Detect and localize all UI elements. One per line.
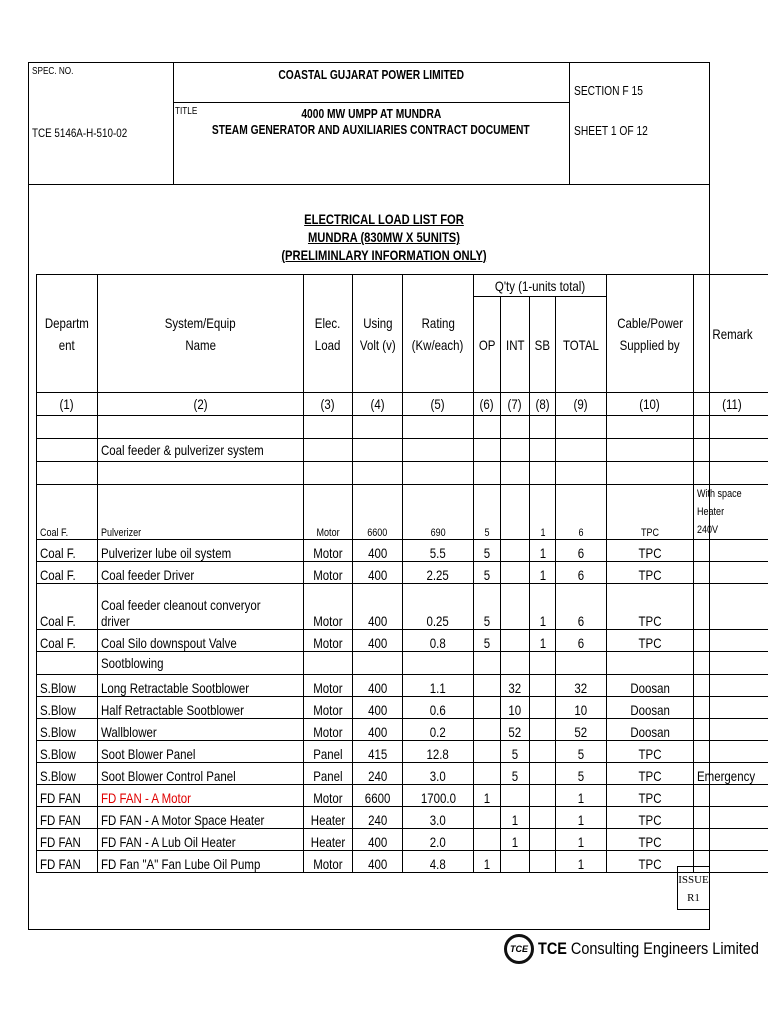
cell-volt: 400 [352, 540, 403, 562]
col-header-elec-load: Elec. Load [303, 275, 352, 393]
cell-dept: S.Blow [37, 741, 98, 763]
blank-row [37, 416, 768, 439]
cell-name: FD FAN - A Lub Oil Heater [97, 829, 303, 851]
cell-name: Long Retractable Sootblower [97, 675, 303, 697]
cell-volt: 415 [352, 741, 403, 763]
cell-total: 6 [556, 630, 607, 652]
issue-box: ISSUE R1 [677, 866, 710, 910]
cell-total: 5 [556, 763, 607, 785]
cell-op [473, 807, 500, 829]
cell-remark [693, 630, 768, 652]
cell-rating: 3.0 [403, 807, 473, 829]
cell-volt: 240 [352, 763, 403, 785]
cell-name: Soot Blower Control Panel [97, 763, 303, 785]
cell-sb [530, 829, 556, 851]
cell-int [500, 485, 530, 540]
cell-int: 5 [500, 741, 530, 763]
cell-op [473, 763, 500, 785]
cell-total: 6 [556, 540, 607, 562]
col-header-volt: Using Volt (v) [352, 275, 403, 393]
cell-load: Heater [303, 807, 352, 829]
cell-sb: 1 [530, 630, 556, 652]
cell-remark [693, 675, 768, 697]
cell-volt: 240 [352, 807, 403, 829]
cell-rating: 4.8 [403, 851, 473, 873]
cell-volt: 400 [352, 719, 403, 741]
cell-rating: 0.2 [403, 719, 473, 741]
cell-int: 5 [500, 763, 530, 785]
cell-rating: 2.0 [403, 829, 473, 851]
cell-rating: 0.25 [403, 584, 473, 630]
cell-volt: 400 [352, 675, 403, 697]
cell-name: Coal Silo downspout Valve [97, 630, 303, 652]
table-row [37, 807, 768, 829]
cell-total: 5 [556, 741, 607, 763]
col-header-total: TOTAL [556, 297, 607, 393]
electrical-load-table [36, 274, 768, 873]
cell-load: Panel [303, 763, 352, 785]
cell-dept: FD FAN [37, 829, 98, 851]
cell-sb [530, 675, 556, 697]
section-row-coal [37, 439, 768, 462]
cell-remark: With space Heater 240V [693, 485, 768, 540]
cell-total: 1 [556, 785, 607, 807]
title-label: TITLE [175, 106, 198, 117]
cell-name: Wallblower [97, 719, 303, 741]
cell-name: FD Fan "A" Fan Lube Oil Pump [97, 851, 303, 873]
cell-load: Motor [303, 785, 352, 807]
cell-op: 5 [473, 540, 500, 562]
cell-rating: 0.6 [403, 697, 473, 719]
cell-remark [693, 829, 768, 851]
section-label: Coal feeder & pulverizer system [97, 439, 303, 462]
cell-dept: Coal F. [37, 485, 98, 540]
col-header-system: System/Equip Name [97, 275, 303, 393]
cell-load: Motor [303, 630, 352, 652]
cell-remark [693, 807, 768, 829]
cell-op: 5 [473, 584, 500, 630]
cell-op: 1 [473, 785, 500, 807]
spec-no: TCE 5146A-H-510-02 [32, 126, 128, 140]
cell-load: Motor [303, 851, 352, 873]
cell-cable: TPC [606, 485, 693, 540]
cell-int [500, 540, 530, 562]
table-row [37, 763, 768, 785]
cell-name: FD FAN - A Motor Space Heater [97, 807, 303, 829]
cell-rating: 0.8 [403, 630, 473, 652]
cell-cable: TPC [606, 562, 693, 584]
cell-sb [530, 719, 556, 741]
cell-int: 1 [500, 829, 530, 851]
col-header-qty: Q'ty (1-units total) [473, 275, 606, 297]
document-header [28, 62, 710, 184]
cell-cable: TPC [606, 741, 693, 763]
cell-cable: Doosan [606, 675, 693, 697]
cell-cable: Doosan [606, 697, 693, 719]
cell-op: 1 [473, 851, 500, 873]
cell-total: 1 [556, 829, 607, 851]
cell-volt: 400 [352, 584, 403, 630]
cell-remark [693, 741, 768, 763]
table-row [37, 584, 768, 630]
cell-cable: TPC [606, 807, 693, 829]
cell-name: Coal feeder Driver [97, 562, 303, 584]
cell-load: Panel [303, 741, 352, 763]
cell-name: Soot Blower Panel [97, 741, 303, 763]
cell-total: 6 [556, 485, 607, 540]
cell-remark [693, 697, 768, 719]
table-row [37, 741, 768, 763]
cell-volt: 400 [352, 829, 403, 851]
cell-cable: Doosan [606, 719, 693, 741]
sheet-number: SHEET 1 OF 12 [574, 124, 648, 138]
cell-volt: 400 [352, 697, 403, 719]
cell-dept: FD FAN [37, 851, 98, 873]
cell-dept: FD FAN [37, 785, 98, 807]
cell-rating: 1700.0 [403, 785, 473, 807]
cell-int [500, 851, 530, 873]
cell-dept: S.Blow [37, 719, 98, 741]
section-number: SECTION F 15 [574, 84, 643, 98]
cell-op [473, 697, 500, 719]
cell-remark [693, 719, 768, 741]
col-header-department: Departm ent [37, 275, 98, 393]
cell-rating: 690 [403, 485, 473, 540]
cell-dept: Coal F. [37, 540, 98, 562]
cell-int [500, 785, 530, 807]
cell-load: Motor [303, 485, 352, 540]
load-list-title: ELECTRICAL LOAD LIST FOR MUNDRA (830MW X 5UNITS) (PRELIMINLARY INFORMATION ONLY) [281, 211, 487, 263]
cell-sb [530, 697, 556, 719]
cell-op [473, 741, 500, 763]
cell-int [500, 584, 530, 630]
cell-cable: TPC [606, 540, 693, 562]
cell-cable: TPC [606, 829, 693, 851]
cell-cable: TPC [606, 851, 693, 873]
cell-cable: TPC [606, 785, 693, 807]
tce-logo-icon: TCE [504, 934, 534, 964]
cell-name: Half Retractable Sootblower [97, 697, 303, 719]
table-row [37, 675, 768, 697]
cell-dept: S.Blow [37, 675, 98, 697]
cell-dept: Coal F. [37, 630, 98, 652]
table-row [37, 562, 768, 584]
cell-sb: 1 [530, 584, 556, 630]
company-name: COASTAL GUJARAT POWER LIMITED [278, 68, 464, 82]
cell-rating: 1.1 [403, 675, 473, 697]
header-row-qty [37, 275, 768, 297]
cell-total: 6 [556, 562, 607, 584]
col-header-sb: SB [530, 297, 556, 393]
table-row [37, 485, 768, 540]
section-label: Sootblowing [97, 652, 303, 675]
cell-total: 10 [556, 697, 607, 719]
cell-load: Motor [303, 562, 352, 584]
company-logo-text: TCE Consulting Engineers Limited [538, 939, 759, 958]
cell-sb [530, 785, 556, 807]
cell-total: 1 [556, 807, 607, 829]
cell-load: Motor [303, 719, 352, 741]
cell-load: Motor [303, 675, 352, 697]
tce-logo [504, 932, 768, 966]
cell-op [473, 719, 500, 741]
cell-op: 5 [473, 630, 500, 652]
column-number-row: (1) (2) (3) (4) (5) (6) (7) (8) (9) (10) (11) [37, 393, 768, 416]
cell-name: Pulverizer lube oil system [97, 540, 303, 562]
cell-remark [693, 540, 768, 562]
cell-total: 1 [556, 851, 607, 873]
cell-int: 52 [500, 719, 530, 741]
cell-name: Pulverizer [97, 485, 303, 540]
col-header-cable: Cable/Power Supplied by [606, 275, 693, 393]
table-row [37, 785, 768, 807]
cell-dept: Coal F. [37, 562, 98, 584]
cell-load: Motor [303, 540, 352, 562]
table-row [37, 540, 768, 562]
col-header-int: INT [500, 297, 530, 393]
cell-int: 10 [500, 697, 530, 719]
cell-op: 5 [473, 485, 500, 540]
col-header-op: OP [473, 297, 500, 393]
cell-sb [530, 807, 556, 829]
blank-row [37, 462, 768, 485]
cell-int [500, 562, 530, 584]
cell-name: Coal feeder cleanout converyor driver [97, 584, 303, 630]
cell-int [500, 630, 530, 652]
cell-load: Motor [303, 584, 352, 630]
cell-name: FD FAN - A Motor [97, 785, 303, 807]
cell-load: Motor [303, 697, 352, 719]
section-row-soot [37, 652, 768, 675]
cell-volt: 6600 [352, 785, 403, 807]
cell-sb: 1 [530, 562, 556, 584]
table-row [37, 719, 768, 741]
cell-total: 52 [556, 719, 607, 741]
cell-sb: 1 [530, 485, 556, 540]
table-row [37, 697, 768, 719]
col-header-rating: Rating (Kw/each) [403, 275, 473, 393]
col-header-remark: Remark [693, 275, 768, 393]
cell-dept: S.Blow [37, 763, 98, 785]
cell-volt: 400 [352, 630, 403, 652]
cell-sb [530, 741, 556, 763]
cell-volt: 6600 [352, 485, 403, 540]
cell-cable: TPC [606, 630, 693, 652]
cell-int: 1 [500, 807, 530, 829]
cell-remark: Emergency [693, 763, 768, 785]
table-row [37, 829, 768, 851]
cell-load: Heater [303, 829, 352, 851]
cell-rating: 3.0 [403, 763, 473, 785]
cell-sb [530, 763, 556, 785]
cell-sb: 1 [530, 540, 556, 562]
cell-remark [693, 562, 768, 584]
cell-total: 6 [556, 584, 607, 630]
table-row [37, 851, 768, 873]
cell-dept: FD FAN [37, 807, 98, 829]
cell-total: 32 [556, 675, 607, 697]
cell-rating: 5.5 [403, 540, 473, 562]
spec-no-label: SPEC. NO. [32, 66, 74, 77]
table-row [37, 630, 768, 652]
cell-int: 32 [500, 675, 530, 697]
cell-remark [693, 785, 768, 807]
cell-dept: Coal F. [37, 584, 98, 630]
cell-remark [693, 584, 768, 630]
cell-volt: 400 [352, 562, 403, 584]
cell-op [473, 829, 500, 851]
cell-rating: 12.8 [403, 741, 473, 763]
cell-sb [530, 851, 556, 873]
cell-dept: S.Blow [37, 697, 98, 719]
cell-volt: 400 [352, 851, 403, 873]
cell-op [473, 675, 500, 697]
document-title: 4000 MW UMPP AT MUNDRA STEAM GENERATOR AND AUXILIARIES CONTRACT DOCUMENT [212, 107, 530, 137]
cell-cable: TPC [606, 763, 693, 785]
cell-op: 5 [473, 562, 500, 584]
cell-cable: TPC [606, 584, 693, 630]
cell-rating: 2.25 [403, 562, 473, 584]
